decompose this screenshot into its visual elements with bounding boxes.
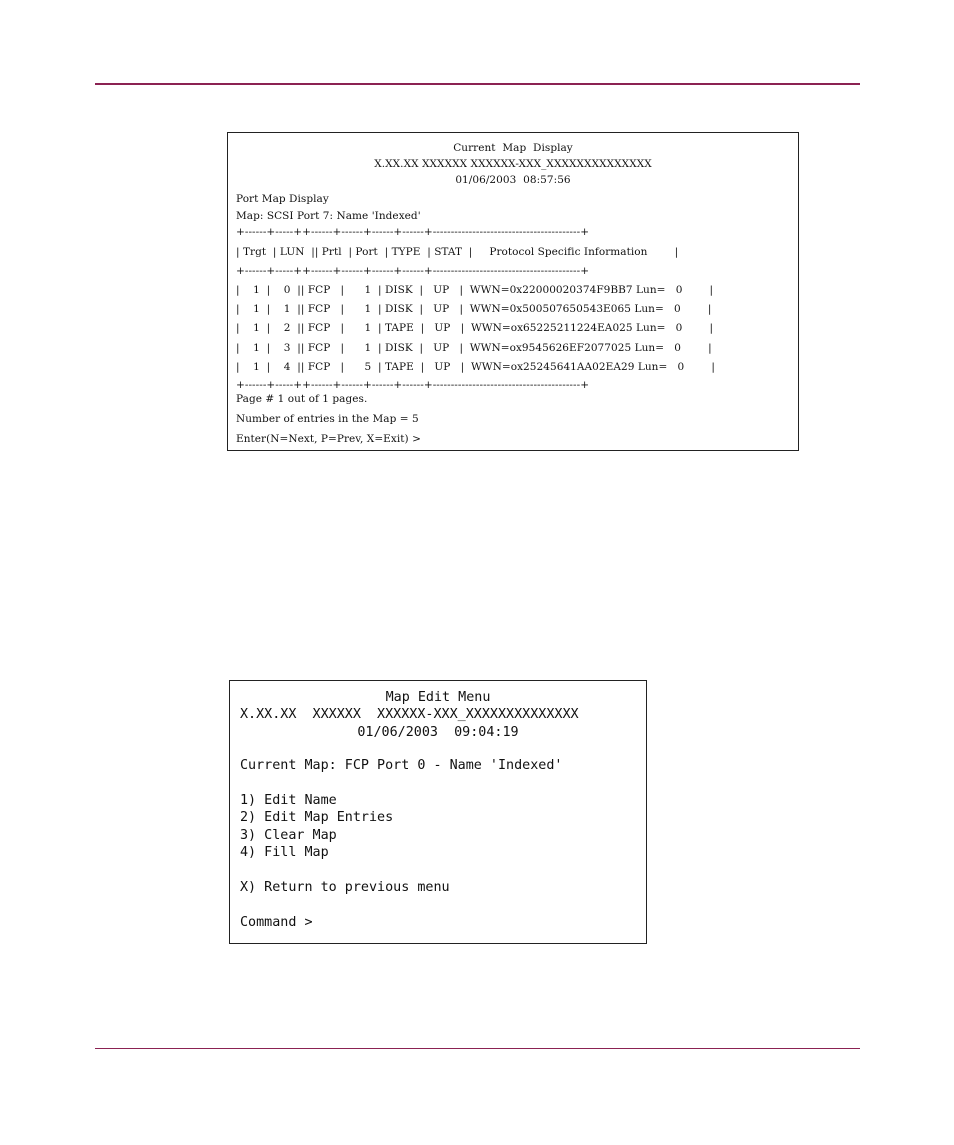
entries-info: Number of entries in the Map = 5	[236, 413, 419, 425]
map-display-prompt[interactable]: Enter(N=Next, P=Prev, X=Exit) >	[236, 433, 421, 445]
table-divider-bottom: +------+-----++------+------+------+------+-----------------------------------------+	[236, 379, 590, 391]
table-row: | 1 | 4 || FCP | 5 | TAPE | UP | WWN=ox25245641AA02EA29 Lun= 0 |	[236, 361, 715, 373]
footer-rule	[95, 1048, 860, 1049]
header-rule	[95, 83, 860, 85]
map-edit-menu-screen	[229, 680, 647, 944]
table-divider-top: +------+-----++------+------+------+------+-----------------------------------------+	[236, 226, 590, 238]
edit-menu-title: Map Edit Menu	[385, 690, 491, 705]
map-label: Map: SCSI Port 7: Name 'Indexed'	[236, 210, 421, 222]
page-info: Page # 1 out of 1 pages.	[236, 393, 368, 405]
table-row: | 1 | 0 || FCP | 1 | DISK | UP | WWN=0x22000020374F9BB7 Lun= 0 |	[236, 284, 714, 296]
section-label: Port Map Display	[236, 193, 329, 205]
menu-option-edit-map-entries[interactable]: 2) Edit Map Entries	[240, 810, 394, 825]
current-map-label: Current Map: FCP Port 0 - Name 'Indexed'	[240, 758, 563, 773]
map-display-datetime: 01/06/2003 08:57:56	[455, 174, 571, 186]
menu-option-fill-map[interactable]: 4) Fill Map	[240, 845, 329, 860]
edit-menu-datetime: 01/06/2003 09:04:19	[357, 725, 519, 740]
table-header-row: | Trgt | LUN || Prtl | Port | TYPE | STAT | Protocol Specific Information |	[236, 246, 679, 258]
map-display-screen	[227, 132, 799, 451]
table-row: | 1 | 3 || FCP | 1 | DISK | UP | WWN=ox9545626EF2077025 Lun= 0 |	[236, 342, 712, 354]
map-display-version: X.XX.XX XXXXXX XXXXXX-XXX_XXXXXXXXXXXXXX	[374, 158, 652, 170]
table-divider-mid: +------+-----++------+------+------+------+-----------------------------------------+	[236, 265, 590, 277]
menu-option-clear-map[interactable]: 3) Clear Map	[240, 828, 337, 843]
menu-option-edit-name[interactable]: 1) Edit Name	[240, 793, 337, 808]
map-display-title: Current Map Display	[453, 142, 573, 154]
table-row: | 1 | 1 || FCP | 1 | DISK | UP | WWN=0x500507650543E065 Lun= 0 |	[236, 303, 712, 315]
command-prompt[interactable]: Command >	[240, 915, 313, 930]
table-row: | 1 | 2 || FCP | 1 | TAPE | UP | WWN=ox65225211224EA025 Lun= 0 |	[236, 322, 714, 334]
menu-option-return[interactable]: X) Return to previous menu	[240, 880, 450, 895]
edit-menu-version: X.XX.XX XXXXXX XXXXXX-XXX_XXXXXXXXXXXXXX	[240, 707, 579, 722]
